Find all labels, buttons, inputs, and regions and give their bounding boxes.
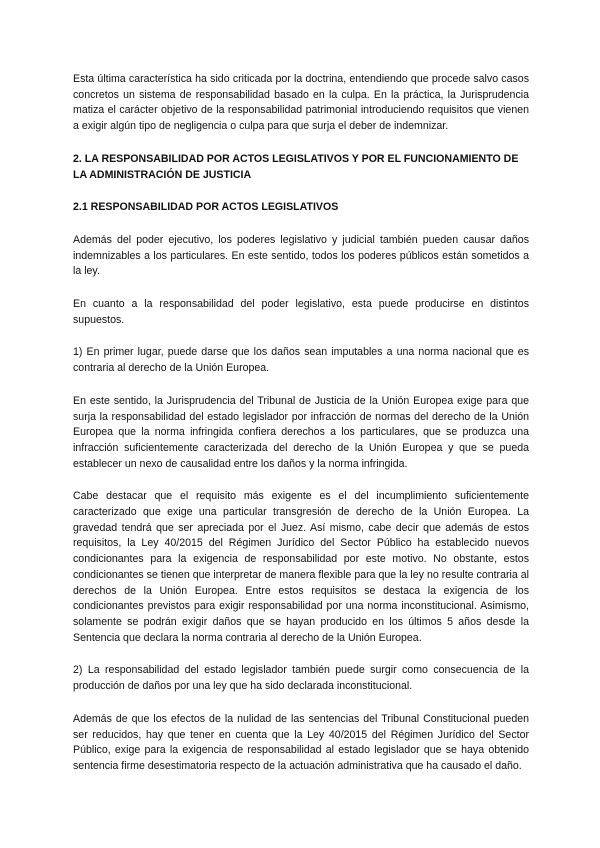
paragraph-powers-cause-damages: Además del poder ejecutivo, los poderes legislativo y judicial también pueden causar daños indemnizables a los particulares. En este sentido, todos los poderes públicos están sometidos a la ley. — [73, 233, 529, 278]
paragraph-legislative-liability-cases: En cuanto a la responsabilidad del poder legislativo, esta puede producirse en distintos supuestos. — [73, 298, 529, 326]
paragraph-objective-liability-criticism: Esta última característica ha sido criticada por la doctrina, entendiendo que procede salvo casos concretos un sistema de responsabilidad basado en la culpa. En la práctica, la Jurisprudencia matiza el carácter objetivo de la responsabilidad patrimonial introduciendo requisitos que vienen a exigir algún tipo de negligencia o culpa para que surja el deber de indemnizar. — [73, 73, 529, 133]
subsection-heading-2-1: 2.1 RESPONSABILIDAD POR ACTOS LEGISLATIVOS — [73, 201, 339, 214]
paragraph-cjeu-requirements: En este sentido, la Jurisprudencia del Tribunal de Justicia de la Unión Europea exige para que surja la responsabilidad del estado legislador por infracción de normas del derecho de la Unión Europea que la norma infringida confiera derechos a los particulares, que se produzca una infracción suficientemente caracterizada del derecho de la Unión Europea y que se pueda establecer un nexo de causalidad entre los daños y la norma infringida. — [73, 394, 529, 470]
paragraph-sufficiently-serious-breach: Cabe destacar que el requisito más exigente es el del incumplimiento suficientemente caracterizado que exige una particular transgresión de derecho de la Unión Europea. La gravedad tendrá que ser apreciada por el Juez. Así mismo, cabe decir que además de estos requisitos, la Ley 40/2015 del Régimen Jurídico del Sector Público ha establecido nuevos condicionantes para la exigencia de responsabilidad por este motivo. No obstante, estos condicionantes se tienen que interpretar de manera flexible para que la ley no resulte contraria al derechos de la Unión Europea. Entre estos requisitos se destaca la exigencia de los condicionantes previstos para exigir responsabilidad por una norma inconstitucional. Asimismo, solamente se podrán exigir daños que se hayan producido en los últimos 5 años desde la Sentencia que declara la norma contraria al derecho de la Unión Europea. — [73, 490, 529, 644]
paragraph-case-1-eu-law: 1) En primer lugar, puede darse que los daños sean imputables a una norma nacional que es contraria al derecho de la Unión Europea. — [73, 346, 529, 375]
section-heading-2: 2. LA RESPONSABILIDAD POR ACTOS LEGISLATIVOS Y POR EL FUNCIONAMIENTO DE LA ADMINISTRACIÓN DE JUSTICIA — [73, 152, 519, 181]
paragraph-case-2-unconstitutional-law: 2) La responsabilidad del estado legislador también puede surgir como consecuencia de la producción de daños por una ley que ha sido declarada inconstitucional. — [73, 664, 529, 693]
document-page — [73, 72, 529, 792]
paragraph-constitutional-court-effects: Además de que los efectos de la nulidad de las sentencias del Tribunal Constitucional pueden ser reducidos, hay que tener en cuenta que la Ley 40/2015 del Régimen Jurídico del Sector Público, exige para la exigencia de responsabilidad al estado legislador que se haya obtenido sentencia firme desestimatoria respecto de la actuación administrativa que ha causado el daño. — [73, 712, 529, 772]
